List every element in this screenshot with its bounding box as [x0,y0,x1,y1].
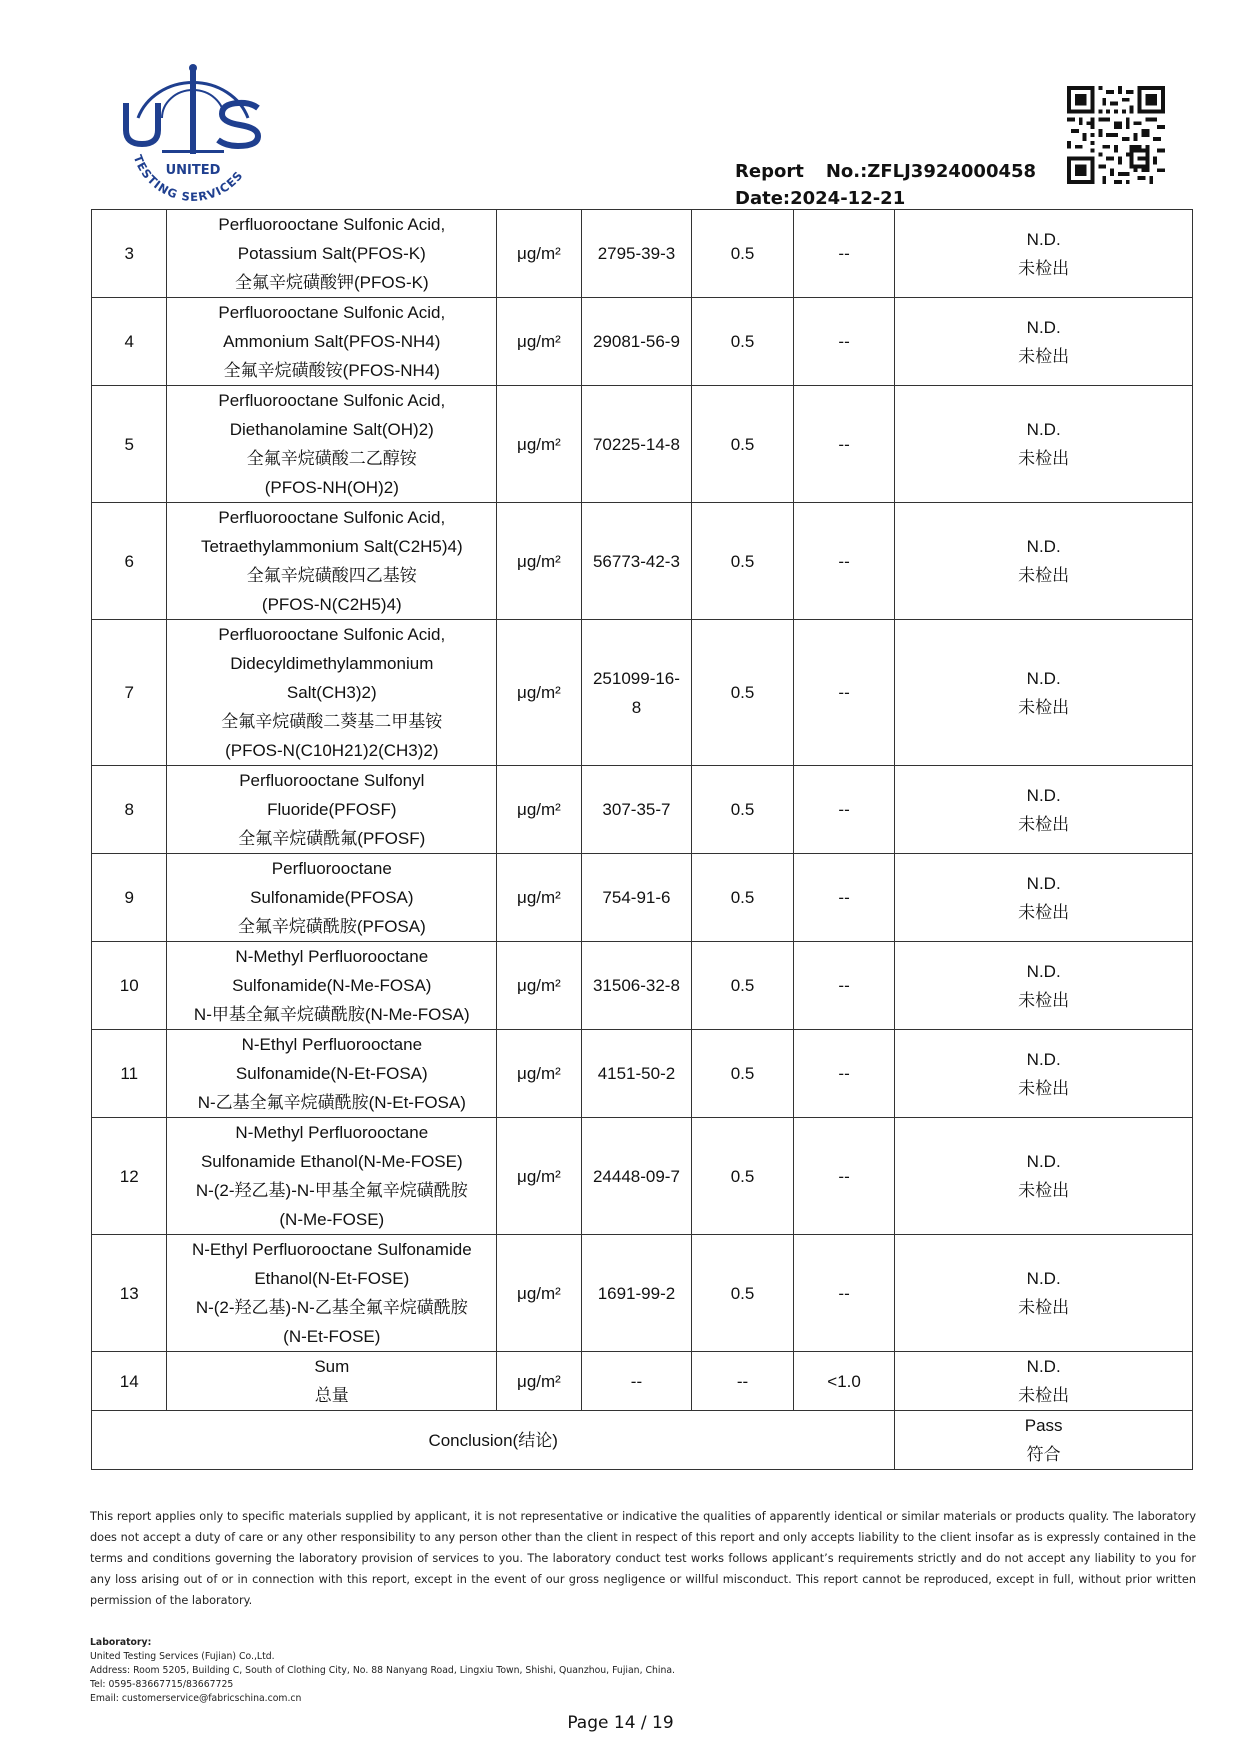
row-number-cell: 7 [92,620,167,766]
test-item-cell [167,298,497,386]
result-line: N.D. [1026,1049,1061,1069]
test-item-line: 全氟辛烷磺酰胺(PFOSA) [237,917,426,936]
test-item-line: (PFOS-N(C2H5)4) [261,595,402,614]
test-item-line: N-Ethyl Perfluorooctane [241,1035,423,1054]
cas-number-line: 2795-39-3 [597,244,676,263]
result-line: 未检出 [1018,697,1070,717]
results-table-body [92,210,1193,1411]
test-item-line: Perfluorooctane Sulfonic Acid, [218,508,446,527]
results-table [91,209,1193,1470]
test-item-line: (N-Et-FOSE) [283,1327,381,1346]
result-line: N.D. [1026,420,1061,439]
test-item-line: Sulfonamide Ethanol(N-Me-FOSE) [200,1152,463,1171]
cas-number-line: 8 [631,697,642,717]
laboratory-tel: Tel: 0595-83667715/83667725 [90,1679,234,1690]
unit-cell: μg/m² [497,298,581,386]
test-item-line: N-Methyl Perfluorooctane [235,947,429,966]
conclusion-result [895,1411,1193,1470]
cas-number-cell [581,942,692,1030]
cas-number-cell [581,1030,692,1118]
mdl-cell: 0.5 [692,942,794,1030]
table-row [92,942,1193,1030]
laboratory-title: Laboratory: [90,1637,152,1648]
mdl-cell: 0.5 [692,386,794,503]
row-number-cell: 9 [92,854,167,942]
table-row [92,386,1193,503]
page-number: Page 14 / 19 [567,1713,674,1733]
test-item-line: Tetraethylammonium Salt(C2H5)4) [200,537,463,556]
result-cell [895,766,1193,854]
result-line: 未检出 [1018,449,1070,468]
row-number-cell: 13 [92,1235,167,1352]
table-row [92,1118,1193,1235]
cas-number-line: 70225-14-8 [592,434,680,454]
result-line: 未检出 [1018,258,1070,278]
result-line: N.D. [1026,229,1061,249]
mdl-cell: 0.5 [692,1118,794,1235]
table-row [92,854,1193,942]
unit-cell: μg/m² [497,1118,581,1235]
cas-number-line: 754-91-6 [602,888,671,907]
limit-cell: -- [793,766,895,854]
test-item-line: 全氟辛烷磺酸钾(PFOS-K) [235,273,429,292]
limit-cell: -- [793,210,895,298]
result-line: N.D. [1026,873,1061,893]
test-item-line: Perfluorooctane Sulfonyl [239,771,425,790]
row-number-cell: 4 [92,298,167,386]
limit-cell: -- [793,1030,895,1118]
test-item-line: N-(2-羟乙基)-N-甲基全氟辛烷磺酰胺 [195,1181,468,1200]
mdl-cell: -- [692,1352,794,1411]
test-item-line: Perfluorooctane Sulfonic Acid, [218,625,446,644]
disclaimer-text: This report applies only to specific materials supplied by applicant, it is not representative or indicative the qualities of apparently identical or similar materials or products quality. The laboratory does not accept a duty of care or any other responsibility to any person other than the client in respect of this report and only accepts liability to the client insofar as is expressly contained in the terms and conditions governing the laboratory provision of services to you. The laboratory conduct test works follows applicant’s requirements strictly and do not accept any liability to you for any loss arising out of or in connection with this report, except in the event of our gross negligence or willful misconduct. This report cannot be reproduced, except in full, without prior written permission of the laboratory. [90,1510,1196,1607]
test-item-line: Salt(CH3)2) [286,683,377,702]
test-item-cell [167,503,497,620]
test-item-cell [167,1352,497,1411]
result-line: N.D. [1026,317,1061,337]
result-line: 未检出 [1018,346,1070,366]
svg-text:TESTING SERVICES: TESTING SERVICES [130,152,246,205]
result-cell [895,503,1193,620]
cas-number-line: 24448-09-7 [592,1166,680,1186]
test-item-line: 总量 [314,1386,349,1405]
limit-cell: -- [793,1118,895,1235]
test-item-cell [167,620,497,766]
laboratory-email: Email: customerservice@fabricschina.com.cn [90,1693,302,1704]
result-line: N.D. [1026,1357,1061,1376]
test-item-cell [167,386,497,503]
unit-cell: μg/m² [497,854,581,942]
test-item-line: Didecyldimethylammonium [230,654,434,673]
test-item-line: N-Methyl Perfluorooctane [235,1123,429,1142]
test-item-line: Ammonium Salt(PFOS-NH4) [223,332,441,351]
table-row [92,503,1193,620]
result-line: 未检出 [1018,566,1070,585]
cas-number-cell [581,1352,692,1411]
result-cell [895,1030,1193,1118]
report-number-line [735,158,1036,185]
test-item-cell [167,1030,497,1118]
test-item-line: N-Ethyl Perfluorooctane Sulfonamide [191,1240,472,1259]
mdl-cell: 0.5 [692,620,794,766]
table-row [92,620,1193,766]
test-item-line: (PFOS-NH(OH)2) [264,478,399,497]
cas-number-line: 307-35-7 [602,800,671,819]
limit-cell: -- [793,1235,895,1352]
mdl-cell: 0.5 [692,1235,794,1352]
result-cell [895,620,1193,766]
result-line: N.D. [1026,785,1061,805]
table-row [92,298,1193,386]
limit-cell: -- [793,620,895,766]
test-item-cell [167,942,497,1030]
conclusion-row [92,1411,1193,1470]
result-cell [895,1352,1193,1411]
laboratory-address: Address: Room 5205, Building C, South of Clothing City, No. 88 Nanyang Road, Lingxiu Town, Shishi, Quanzhou, Fujian, China. [90,1665,675,1676]
test-item-cell [167,854,497,942]
unit-cell: μg/m² [497,210,581,298]
test-item-line: Sum [314,1357,350,1376]
report-number: No.:ZFLJ3924000458 [825,161,1037,182]
test-item-line: Sulfonamide(N-Et-FOSA) [235,1064,428,1083]
row-number-cell: 5 [92,386,167,503]
result-line: 未检出 [1018,1386,1070,1405]
unit-cell: μg/m² [497,1352,581,1411]
result-line: 未检出 [1018,1298,1070,1317]
unit-cell: μg/m² [497,386,581,503]
result-line: 未检出 [1018,990,1070,1010]
test-item-cell [167,766,497,854]
qr-code-icon [1064,86,1168,184]
report-header [735,158,1036,212]
mdl-cell: 0.5 [692,298,794,386]
cas-number-cell [581,854,692,942]
cas-number-cell [581,620,692,766]
test-item-line: 全氟辛烷磺酰氟(PFOSF) [238,829,426,848]
cas-number-cell [581,298,692,386]
cas-number-cell [581,1235,692,1352]
limit-cell: -- [793,386,895,503]
result-line: 未检出 [1018,1078,1070,1098]
laboratory-info [90,1636,675,1706]
test-item-line: 全氟辛烷磺酸铵(PFOS-NH4) [223,361,440,380]
result-line: 未检出 [1018,1181,1070,1200]
conclusion-label: Conclusion(结论) [92,1411,895,1470]
cas-number-cell [581,503,692,620]
result-cell [895,210,1193,298]
unit-cell: μg/m² [497,766,581,854]
test-item-line: Perfluorooctane Sulfonic Acid, [218,303,446,322]
table-row [92,1352,1193,1411]
test-item-line: N-甲基全氟辛烷磺酰胺(N-Me-FOSA) [193,1005,470,1024]
test-item-cell [167,1235,497,1352]
test-item-line: 全氟辛烷磺酸二葵基二甲基铵 [221,712,443,731]
test-item-cell [167,1118,497,1235]
test-item-line: Sulfonamide(PFOSA) [250,888,414,907]
test-item-cell [167,210,497,298]
result-cell [895,298,1193,386]
result-line: N.D. [1026,961,1061,981]
uts-logo [118,58,268,208]
cas-number-line: 251099-16- [592,668,680,688]
limit-cell: -- [793,854,895,942]
mdl-cell: 0.5 [692,503,794,620]
row-number-cell: 11 [92,1030,167,1118]
unit-cell: μg/m² [497,1235,581,1352]
cas-number-cell [581,210,692,298]
test-item-line: Perfluorooctane Sulfonic Acid, [218,391,446,410]
limit-cell: -- [793,942,895,1030]
table-row [92,210,1193,298]
mdl-cell: 0.5 [692,854,794,942]
unit-cell: μg/m² [497,620,581,766]
cas-number-line: 1691-99-2 [597,1283,676,1303]
limit-cell: -- [793,503,895,620]
cas-number-cell [581,1118,692,1235]
test-item-line: 全氟辛烷磺酸二乙醇铵 [246,449,417,468]
test-item-line: (PFOS-N(C10H21)2(CH3)2) [225,741,439,760]
test-item-line: Perfluorooctane Sulfonic Acid, [218,215,446,234]
result-line: N.D. [1026,1269,1061,1288]
test-item-line: Diethanolamine Salt(OH)2) [229,420,434,439]
cas-number-line: -- [630,1371,643,1391]
cas-number-cell [581,386,692,503]
table-row [92,766,1193,854]
test-item-line: N-乙基全氟辛烷磺酰胺(N-Et-FOSA) [197,1093,466,1112]
unit-cell: μg/m² [497,503,581,620]
result-cell [895,854,1193,942]
logo-united-text: UNITED [165,163,221,178]
limit-cell: <1.0 [793,1352,895,1411]
unit-cell: μg/m² [497,942,581,1030]
row-number-cell: 12 [92,1118,167,1235]
row-number-cell: 10 [92,942,167,1030]
mdl-cell: 0.5 [692,210,794,298]
result-line: 未检出 [1018,814,1070,834]
result-cell [895,1118,1193,1235]
report-label: Report [735,161,804,182]
report-date: Date:2024-12-21 [735,188,906,209]
table-row [92,1030,1193,1118]
result-cell [895,386,1193,503]
cas-number-line: 29081-56-9 [592,332,680,351]
test-item-line: N-(2-羟乙基)-N-乙基全氟辛烷磺酰胺 [195,1298,468,1317]
test-item-line: (N-Me-FOSE) [279,1210,385,1229]
table-row [92,1235,1193,1352]
test-item-line: 全氟辛烷磺酸四乙基铵 [246,566,417,585]
cas-number-line: 56773-42-3 [592,551,680,571]
result-line: N.D. [1026,537,1061,556]
cas-number-cell [581,766,692,854]
row-number-cell: 3 [92,210,167,298]
cas-number-line: 31506-32-8 [592,976,680,995]
test-item-line: Potassium Salt(PFOS-K) [237,244,426,263]
result-line: 未检出 [1018,902,1070,922]
test-item-line: Perfluorooctane [271,859,392,878]
mdl-cell: 0.5 [692,1030,794,1118]
limit-cell: -- [793,298,895,386]
laboratory-name: United Testing Services (Fujian) Co.,Ltd. [90,1651,275,1662]
conclusion-result-cn: 符合 [1026,1445,1061,1464]
test-item-line: Fluoride(PFOSF) [267,800,397,819]
conclusion-result-en: Pass [1024,1416,1063,1435]
row-number-cell: 14 [92,1352,167,1411]
mdl-cell: 0.5 [692,766,794,854]
result-cell [895,942,1193,1030]
row-number-cell: 6 [92,503,167,620]
test-item-line: Ethanol(N-Et-FOSE) [254,1269,410,1288]
cas-number-line: 4151-50-2 [597,1064,676,1083]
result-line: N.D. [1026,668,1061,688]
result-line: N.D. [1026,1152,1061,1171]
test-item-line: Sulfonamide(N-Me-FOSA) [232,976,432,995]
unit-cell: μg/m² [497,1030,581,1118]
result-cell [895,1235,1193,1352]
row-number-cell: 8 [92,766,167,854]
